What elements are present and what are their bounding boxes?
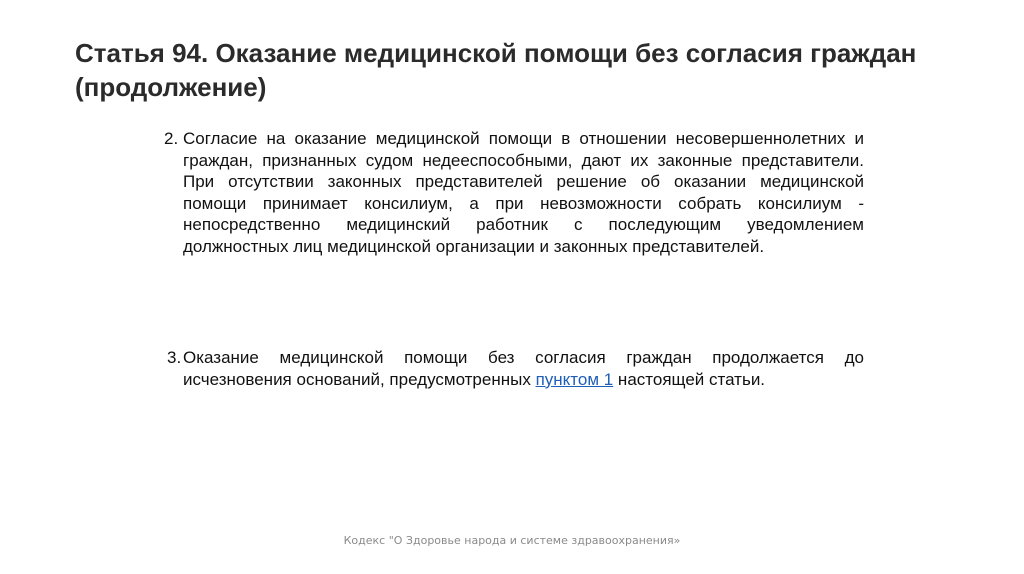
clause-1-reference-link[interactable]: пунктом 1 <box>535 369 614 389</box>
clause-2 <box>164 128 864 257</box>
clause-2-number: 2. <box>164 129 179 148</box>
clause-3-text <box>167 347 864 390</box>
slide-bottom-margin <box>0 560 1024 574</box>
clause-3-text-after-link: настоящей статьи. <box>613 369 766 389</box>
clause-3 <box>167 347 864 390</box>
slide-top-margin <box>0 0 1024 14</box>
clause-2-text: Согласие на оказание медицинской помощи в отношении несовершеннолетних и граждан, признанных судом недееспособными, дают их законные представители. При отсутствии законных представителей решение об оказании медицинской помощи принимает консилиум, а при невозможности собрать консилиум - непосредственно медицинский работник с последующим уведомлением должностных лиц медицинской организации и законных представителей. <box>183 129 864 256</box>
footer-caption: Кодекс "О Здоровье народа и системе здравоохранения» <box>343 534 681 547</box>
clause-3-text-before-link: Оказание медицинской помощи без согласия граждан продолжается до исчезновения оснований, предусмотренных <box>183 348 864 389</box>
clause-3-number: 3. <box>167 348 182 367</box>
page-title: Статья 94. Оказание медицинской помощи без согласия граждан (продолжение) <box>75 38 917 102</box>
